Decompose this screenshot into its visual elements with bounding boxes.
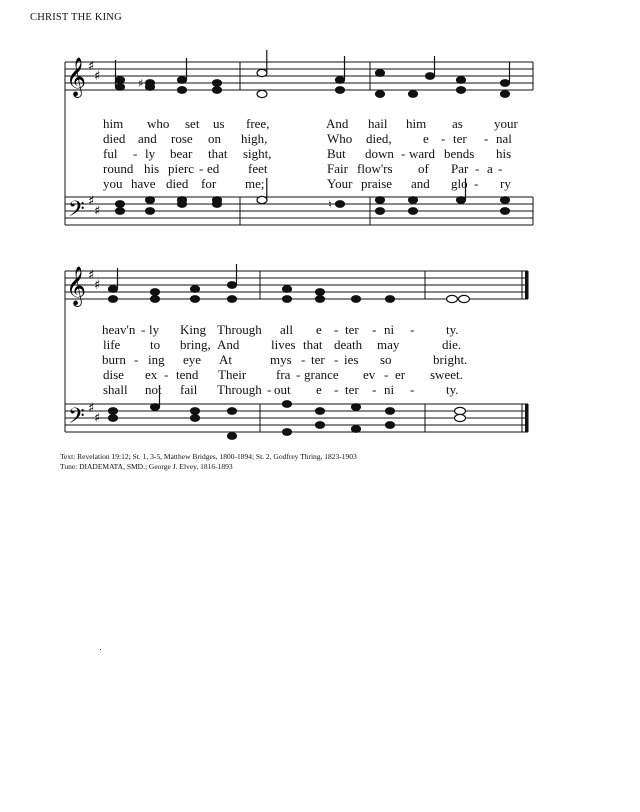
lyric-syllable: death <box>334 337 363 352</box>
lyric-syllable: ly <box>145 146 156 161</box>
lyric-syllable: dise <box>103 367 124 382</box>
lyric-syllable: - <box>334 382 339 397</box>
lyric-syllable: him <box>406 116 427 131</box>
page-speck <box>100 649 101 650</box>
lyric-syllable: lives <box>271 337 296 352</box>
text-credit: Text: Revelation 19:12; St. 1, 3-5, Matthew Bridges, 1800-1894; St. 2, Godfrey Thring, 1823-1903 <box>60 452 357 461</box>
lyric-syllable: - <box>384 367 389 382</box>
lyric-syllable: life <box>103 337 121 352</box>
lyric-syllable: - <box>267 382 272 397</box>
lyric-syllable: sweet. <box>430 367 463 382</box>
lyric-syllable: ly <box>149 322 160 337</box>
lyric-syllable: round <box>103 161 134 176</box>
svg-text:♯: ♯ <box>94 278 101 293</box>
lyric-syllable: - <box>441 131 446 146</box>
lyric-syllable: die. <box>442 337 462 352</box>
lyric-syllable: e <box>423 131 429 146</box>
lyric-syllable: for <box>201 176 217 191</box>
lyric-syllable: pierc <box>168 161 194 176</box>
lyric-syllable: heav'n <box>102 322 136 337</box>
lyric-syllable: ry <box>500 176 511 191</box>
lyric-syllable: - <box>475 161 480 176</box>
lyric-syllable: e <box>316 322 322 337</box>
lyric-syllable: have <box>131 176 156 191</box>
lyric-line <box>0 337 640 352</box>
lyric-syllable: Through <box>217 322 262 337</box>
lyric-syllable: as <box>452 116 463 131</box>
lyric-syllable: ev <box>363 367 376 382</box>
lyric-syllable: feet <box>248 161 268 176</box>
lyric-syllable: - <box>474 176 479 191</box>
lyric-line <box>0 322 640 337</box>
lyric-syllable: him <box>103 116 124 131</box>
lyric-syllable: may <box>377 337 400 352</box>
lyric-syllable: of <box>418 161 429 176</box>
lyric-syllable: - <box>484 131 489 146</box>
lyric-syllable: tend <box>176 367 199 382</box>
lyric-syllable: bright. <box>433 352 468 367</box>
lyric-syllable: Through <box>217 382 262 397</box>
lyric-syllable: ter <box>453 131 467 146</box>
lyric-syllable: ty. <box>446 322 459 337</box>
lyric-syllable: out <box>274 382 291 397</box>
svg-text:♯: ♯ <box>94 204 101 219</box>
lyric-syllable: that <box>303 337 323 352</box>
lyric-syllable: ward <box>409 146 435 161</box>
lyric-syllable: - <box>134 352 139 367</box>
lyric-syllable: glo <box>451 176 468 191</box>
lyric-syllable: - <box>410 322 415 337</box>
lyric-syllable: er <box>395 367 406 382</box>
lyric-syllable: not <box>145 382 162 397</box>
svg-text:♯: ♯ <box>88 59 95 74</box>
lyric-syllable: - <box>133 146 138 161</box>
lyric-syllable: ful <box>103 146 118 161</box>
lyric-syllable: ing <box>148 352 165 367</box>
svg-text:♯: ♯ <box>138 77 144 90</box>
lyric-syllable: - <box>141 322 146 337</box>
lyric-syllable: eye <box>183 352 202 367</box>
lyric-line <box>0 382 640 397</box>
lyric-syllable: rose <box>171 131 193 146</box>
lyric-syllable: - <box>164 367 169 382</box>
lyric-syllable: praise <box>361 176 393 191</box>
lyric-syllable: - <box>372 322 377 337</box>
svg-text:𝄢: 𝄢 <box>68 404 85 434</box>
lyric-syllable: ies <box>344 352 359 367</box>
svg-text:♯: ♯ <box>88 401 95 416</box>
lyric-syllable: on <box>208 131 221 146</box>
lyric-syllable: bring, <box>180 337 211 352</box>
lyric-syllable: nal <box>496 131 512 146</box>
lyric-syllable: And <box>217 337 240 352</box>
lyric-syllable: your <box>494 116 518 131</box>
lyric-syllable: set <box>185 116 200 131</box>
lyric-syllable: King <box>180 322 206 337</box>
lyric-syllable: Who <box>327 131 353 146</box>
lyric-syllable: ed <box>207 161 220 176</box>
svg-text:♯: ♯ <box>94 69 101 84</box>
bass-clef: 𝄢 <box>68 197 85 227</box>
lyric-syllable: Your <box>327 176 353 191</box>
lyric-syllable: Par <box>451 161 469 176</box>
svg-text:𝄞: 𝄞 <box>66 266 87 306</box>
lyric-syllable: fail <box>180 382 198 397</box>
lyric-syllable: - <box>410 382 415 397</box>
lyric-syllable: burn <box>102 352 126 367</box>
lyric-syllable: At <box>219 352 232 367</box>
lyric-syllable: Fair <box>327 161 348 176</box>
lyric-syllable: - <box>372 382 377 397</box>
lyric-syllable: ter <box>345 322 359 337</box>
lyric-syllable: all <box>280 322 293 337</box>
lyric-syllable: free, <box>246 116 270 131</box>
lyric-syllable: his <box>496 146 512 161</box>
lyric-syllable: And <box>326 116 349 131</box>
lyric-syllable: bends <box>444 146 475 161</box>
lyric-syllable: who <box>147 116 170 131</box>
tune-credit: Tune: DIADEMATA, SMD.; George J. Elvey, 1816-1893 <box>60 462 233 471</box>
lyric-syllable: ni <box>384 322 395 337</box>
svg-text:♯: ♯ <box>88 194 95 209</box>
lyric-syllable: ter <box>345 382 359 397</box>
svg-text:♯: ♯ <box>88 268 95 283</box>
hymn-title: CHRIST THE KING <box>30 12 122 23</box>
lyric-syllable: died <box>103 131 126 146</box>
lyric-syllable: bear <box>170 146 193 161</box>
lyric-syllable: ty. <box>446 382 459 397</box>
lyric-line <box>0 367 640 382</box>
lyric-syllable: - <box>199 161 204 176</box>
lyric-syllable: e <box>316 382 322 397</box>
hymn-credits <box>60 452 357 472</box>
lyric-syllable: us <box>213 116 225 131</box>
lyric-syllable: shall <box>103 382 128 397</box>
lyric-syllable: mys <box>270 352 292 367</box>
lyric-syllable: his <box>144 161 160 176</box>
lyric-syllable: - <box>401 146 406 161</box>
lyric-syllable: sight, <box>243 146 272 161</box>
lyric-syllable: died <box>166 176 189 191</box>
lyric-syllable: so <box>380 352 392 367</box>
lyric-syllable: - <box>498 161 503 176</box>
lyric-syllable: ex <box>145 367 158 382</box>
lyric-syllable: to <box>150 337 161 352</box>
lyric-syllable: Their <box>218 367 247 382</box>
lyric-syllable: you <box>103 176 123 191</box>
lyric-syllable: flow'rs <box>357 161 393 176</box>
lyric-line <box>0 352 640 367</box>
svg-text:♮: ♮ <box>328 198 332 211</box>
lyric-syllable: and <box>138 131 157 146</box>
lyric-syllable: fra <box>276 367 291 382</box>
lyric-syllable: a <box>487 161 493 176</box>
lyric-syllable: down <box>365 146 394 161</box>
lyric-syllable: hail <box>368 116 388 131</box>
treble-clef: 𝄞 <box>66 57 87 97</box>
lyric-syllable: that <box>208 146 228 161</box>
lyric-syllable: ter <box>311 352 325 367</box>
lyric-syllable: - <box>334 352 339 367</box>
svg-text:♯: ♯ <box>94 411 101 426</box>
lyric-syllable: grance <box>304 367 339 382</box>
lyric-syllable: high, <box>241 131 268 146</box>
lyric-syllable: But <box>327 146 346 161</box>
lyric-syllable: - <box>301 352 306 367</box>
lyric-syllable: died, <box>366 131 392 146</box>
lyric-syllable: ni <box>384 382 395 397</box>
lyric-syllable: - <box>334 322 339 337</box>
lyric-syllable: and <box>411 176 430 191</box>
lyric-syllable: - <box>296 367 301 382</box>
lyric-syllable: me; <box>245 176 265 191</box>
